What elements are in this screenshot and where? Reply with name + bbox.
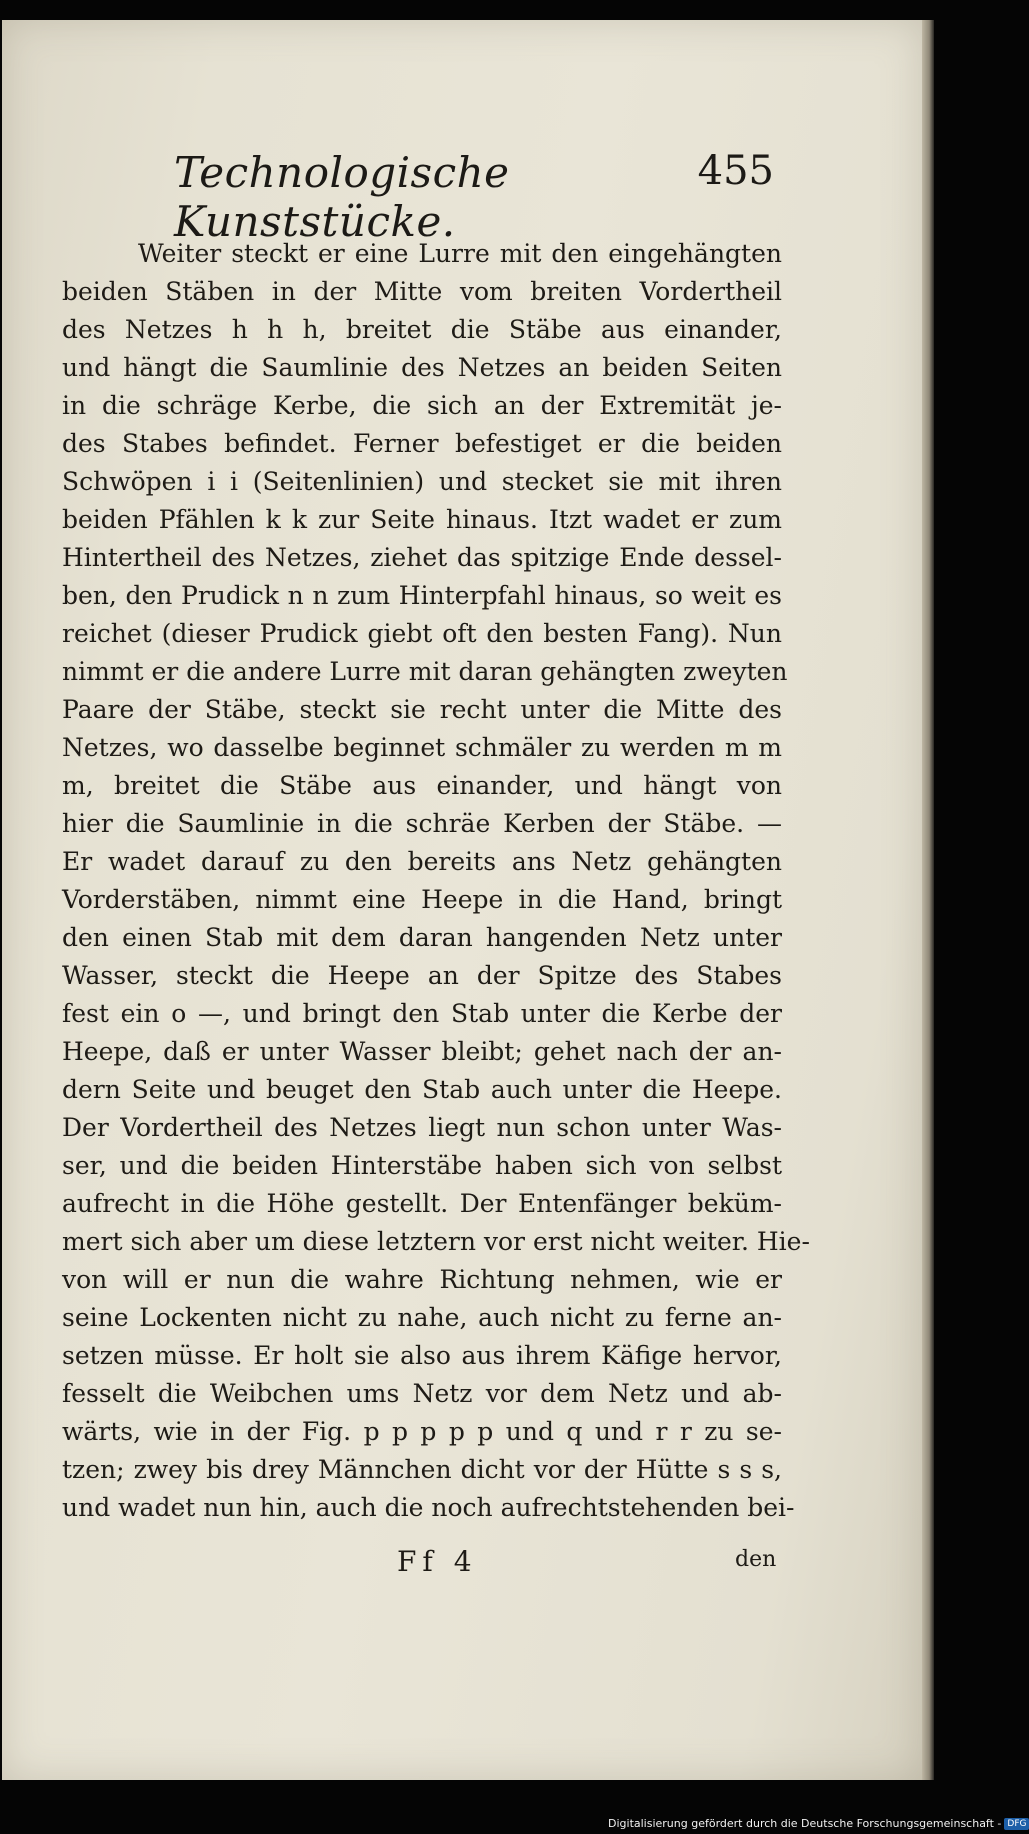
text-line: in die schräge Kerbe, die sich an der Extremität je-	[62, 391, 782, 420]
text-line: Vorderstäben, nimmt eine Heepe in die Hand, bringt	[62, 885, 782, 914]
catchword: den	[735, 1547, 777, 1572]
text-line: m, breitet die Stäbe aus einander, und hängt von	[62, 771, 782, 800]
text-line: und wadet nun hin, auch die noch aufrechtstehenden bei-	[62, 1493, 795, 1522]
text-line: Paare der Stäbe, steckt sie recht unter die Mitte des	[62, 695, 782, 724]
signature-mark: Ff 4	[397, 1545, 478, 1578]
text-line: ser, und die beiden Hinterstäbe haben sich von selbst	[62, 1151, 782, 1180]
text-line: Weiter steckt er eine Lurre mit den eingehängten	[138, 239, 782, 268]
paper-page	[2, 20, 922, 1780]
credit-text: Digitalisierung gefördert durch die Deutsche Forschungsgemeinschaft -	[608, 1817, 1002, 1830]
body-text	[62, 235, 810, 1527]
text-line: tzen; zwey bis drey Männchen dicht vor der Hütte s s s,	[62, 1455, 782, 1484]
text-line: beiden Pfählen k k zur Seite hinaus. Itzt wadet er zum	[62, 505, 782, 534]
text-line: Heepe, daß er unter Wasser bleibt; gehet nach der an-	[62, 1037, 782, 1066]
text-line: Der Vordertheil des Netzes liegt nun schon unter Was-	[62, 1113, 782, 1142]
text-line: nimmt er die andere Lurre mit daran gehängten zweyten	[62, 657, 788, 686]
text-line: seine Lockenten nicht zu nahe, auch nicht zu ferne an-	[62, 1303, 782, 1332]
text-line: den einen Stab mit dem daran hangenden Netz unter	[62, 923, 782, 952]
text-line: wärts, wie in der Fig. p p p p p und q und r r zu se-	[62, 1417, 782, 1446]
text-line: fesselt die Weibchen ums Netz vor dem Netz und ab-	[62, 1379, 782, 1408]
digitization-credit	[608, 1816, 1027, 1832]
text-line: hier die Saumlinie in die schräe Kerben der Stäbe. —	[62, 809, 782, 838]
text-line: Er wadet darauf zu den bereits ans Netz gehängten	[62, 847, 782, 876]
text-line: dern Seite und beuget den Stab auch unter die Heepe.	[62, 1075, 782, 1104]
text-line: und hängt die Saumlinie des Netzes an beiden Seiten	[62, 353, 782, 382]
dfg-logo: DFG	[1004, 1818, 1029, 1830]
text-line: Schwöpen i i (Seitenlinien) und stecket sie mit ihren	[62, 467, 782, 496]
text-line: fest ein o —, und bringt den Stab unter die Kerbe der	[62, 999, 782, 1028]
text-line: mert sich aber um diese letztern vor erst nicht weiter. Hie-	[62, 1227, 810, 1256]
text-line: Wasser, steckt die Heepe an der Spitze des Stabes	[62, 961, 782, 990]
text-line: von will er nun die wahre Richtung nehmen, wie er	[62, 1265, 782, 1294]
page-edge-shadow	[922, 20, 934, 1780]
text-line: Netzes, wo dasselbe beginnet schmäler zu werden m m	[62, 733, 782, 762]
text-line: beiden Stäben in der Mitte vom breiten Vordertheil	[62, 277, 782, 306]
running-header	[174, 148, 774, 246]
text-line: ben, den Prudick n n zum Hinterpfahl hinaus, so weit es	[62, 581, 782, 610]
text-line: setzen müsse. Er holt sie also aus ihrem Käfige hervor,	[62, 1341, 782, 1370]
page-number: 455	[697, 148, 774, 194]
text-line: reichet (dieser Prudick giebt oft den besten Fang). Nun	[62, 619, 782, 648]
text-line: aufrecht in die Höhe gestellt. Der Entenfänger beküm-	[62, 1189, 782, 1218]
text-line: Hintertheil des Netzes, ziehet das spitzige Ende dessel-	[62, 543, 782, 572]
running-title: Technologische Kunststücke.	[174, 148, 510, 246]
text-line: des Netzes h h h, breitet die Stäbe aus einander,	[62, 315, 782, 344]
text-line: des Stabes befindet. Ferner befestiget er die beiden	[62, 429, 782, 458]
page-footer	[2, 1545, 922, 1585]
